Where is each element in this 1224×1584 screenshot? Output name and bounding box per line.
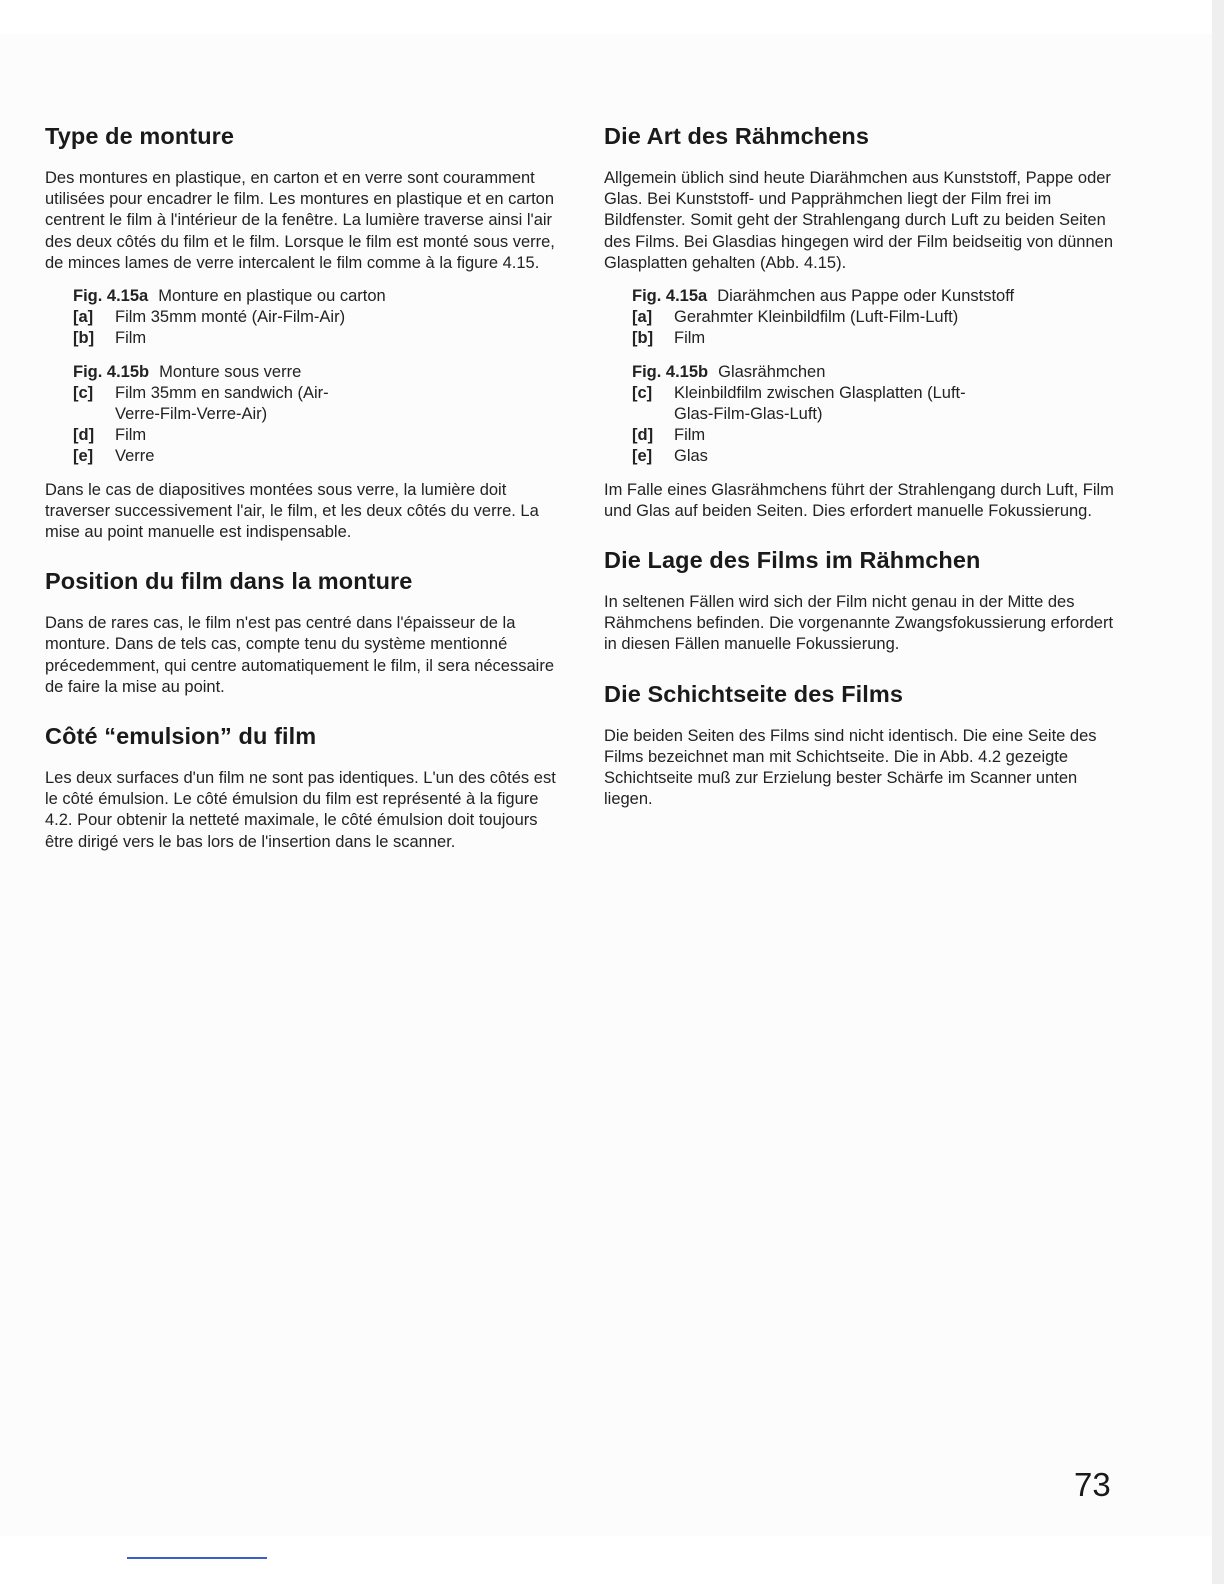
legend-key: [d] xyxy=(632,426,654,445)
legend-item xyxy=(73,307,565,328)
paragraph: In seltenen Fällen wird sich der Film nicht genau in der Mitte des Rähmchens befinden. Die vorgenannte Zwangsfokussierung erfordert in diesen Fällen manuelle Fokussierung. xyxy=(604,593,1114,654)
section-heading-mount-type-de: Die Art des Rähmchens xyxy=(604,123,870,149)
figure-title: Diarähmchen aus Pappe oder Kunststoff xyxy=(717,287,1015,306)
legend-item xyxy=(73,383,565,425)
legend-key: [d] xyxy=(73,426,95,445)
legend-key: [a] xyxy=(73,308,94,327)
legend-item xyxy=(632,328,1124,349)
legend-item xyxy=(632,383,1124,425)
paragraph: Allgemein üblich sind heute Diarähmchen aus Kunststoff, Pappe oder Glas. Bei Kunststoff- und Papprähmchen liegt der Film frei im Bildfenster. Somit geht der Strahlengang durch Luft zu beiden Seiten des Films. Bei Glasdias hingegen wird der Film beidseitig von dünnen Glasplatten gehalten (Abb. 4.15). xyxy=(604,169,1114,272)
figure-caption-4-15a-fr xyxy=(73,286,565,350)
paragraph: Dans le cas de diapositives montées sous verre, la lumière doit traverser successivement l'air, le film, et les deux côtés du verre. La mise au point manuelle est indispensable. xyxy=(45,480,539,542)
legend-key: [b] xyxy=(73,329,95,348)
paragraph: Les deux surfaces d'un film ne sont pas identiques. L'un des côtés est le côté émulsion. Le côté émulsion du film est représenté à la figure 4.2. Pour obtenir la netteté maximale, le côté émulsion doit toujours être dirigé vers le bas lors de l'insertion dans le scanner. xyxy=(45,769,556,851)
section-heading-film-position-fr: Position du film dans la monture xyxy=(45,568,413,595)
legend-text: Film 35mm en sandwich (Air-Verre-Film-Verre-Air) xyxy=(115,383,329,424)
legend-text: Film xyxy=(674,329,706,348)
legend-key: [c] xyxy=(632,383,653,402)
section-heading-mount-type-fr: Type de monture xyxy=(45,123,235,149)
legend-key: [c] xyxy=(73,383,94,402)
legend-item xyxy=(632,446,1124,467)
legend-item xyxy=(73,425,565,446)
figure-label: Fig. 4.15a xyxy=(632,287,708,306)
legend-text: Verre xyxy=(115,447,155,466)
legend-text: Gerahmter Kleinbildfilm (Luft-Film-Luft) xyxy=(674,308,959,327)
legend-text: Film 35mm monté (Air-Film-Air) xyxy=(115,308,346,327)
legend-item xyxy=(632,307,1124,328)
legend-item xyxy=(73,328,565,349)
figure-caption-4-15b-de xyxy=(632,362,1124,468)
section-heading-emulsion-side-fr: Côté “emulsion” du film xyxy=(45,723,317,750)
german-column xyxy=(604,118,1124,822)
legend-text: Kleinbildfilm zwischen Glasplatten (Luft-Glas-Film-Glas-Luft) xyxy=(674,383,966,424)
figure-label: Fig. 4.15b xyxy=(73,362,150,381)
legend-text: Glas xyxy=(674,447,708,466)
figure-label: Fig. 4.15b xyxy=(632,362,709,381)
legend-key: [a] xyxy=(632,308,653,327)
legend-text: Film xyxy=(115,426,147,445)
figure-caption-4-15a-de xyxy=(632,286,1124,350)
legend-key: [b] xyxy=(632,329,654,348)
figure-label: Fig. 4.15a xyxy=(73,287,149,306)
paragraph: Dans de rares cas, le film n'est pas centré dans l'épaisseur de la monture. Dans de tels cas, compte tenu du système mentionné précedemment, qui centre automatiquement le film, il sera nécessaire de faire la mise au point. xyxy=(45,614,554,696)
scan-edge xyxy=(1212,0,1224,1584)
legend-key: [e] xyxy=(73,447,94,466)
figure-caption-4-15b-fr xyxy=(73,362,565,468)
french-column xyxy=(45,118,565,865)
section-heading-film-position-de: Die Lage des Films im Rähmchen xyxy=(604,547,981,574)
page-number: 73 xyxy=(1074,1466,1111,1503)
legend-text: Film xyxy=(674,426,706,445)
legend-item xyxy=(73,446,565,467)
section-heading-emulsion-side-de: Die Schichtseite des Films xyxy=(604,680,904,707)
figure-title: Glasrähmchen xyxy=(718,362,826,381)
figure-title: Monture sous verre xyxy=(159,362,302,381)
paragraph: Die beiden Seiten des Films sind nicht identisch. Die eine Seite des Films bezeichnet man mit Schichtseite. Die in Abb. 4.2 gezeigte Schichtseite muß zur Erzielung bester Schärfe im Scanner unten liegen. xyxy=(604,726,1097,809)
legend-key: [e] xyxy=(632,447,653,466)
legend-text: Film xyxy=(115,329,147,348)
paragraph: Im Falle eines Glasrähmchens führt der Strahlengang durch Luft, Film und Glas auf beiden Seiten. Dies erfordert manuelle Fokussierung. xyxy=(604,480,1114,520)
legend-item xyxy=(632,425,1124,446)
figure-title: Monture en plastique ou carton xyxy=(158,287,386,306)
scan-artifact-line xyxy=(127,1557,267,1559)
paragraph: Des montures en plastique, en carton et en verre sont couramment utilisées pour encadrer le film. Les montures en plastique et en carton centrent le film à l'intérieur de la fenêtre. La lumière traverse ainsi l'air des deux côtés du film et le film. Lorsque le film est monté sous verre, de minces lames de verre intercalent le film comme à la figure 4.15. xyxy=(45,169,555,272)
